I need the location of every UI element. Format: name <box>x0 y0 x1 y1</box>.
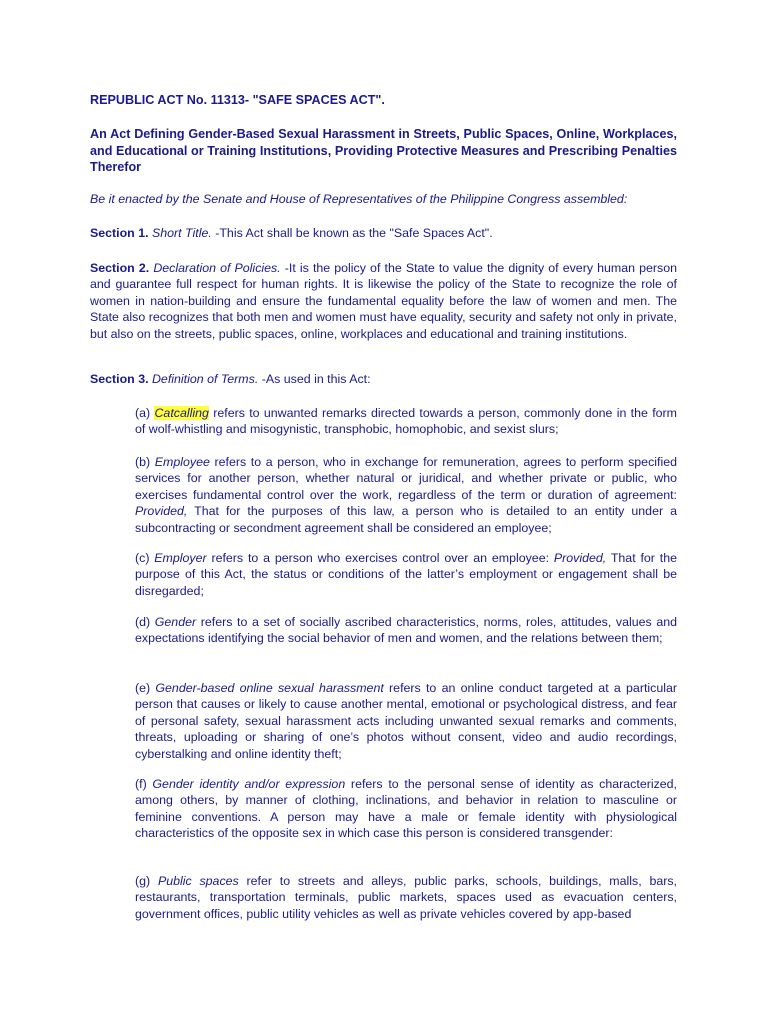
definition-term: Public spaces <box>157 874 239 888</box>
act-title: REPUBLIC ACT No. 11313- "SAFE SPACES ACT". <box>90 93 385 107</box>
definition-term: Gender-based online sexual harassment <box>155 681 384 695</box>
act-long-title: An Act Defining Gender-Based Sexual Harassment in Streets, Public Spaces, Online, Workplaces, and Educational or Training Institutions, Providing Protective Measures and Prescribing Penalties Therefor <box>90 127 677 175</box>
definition-prefix: (d) <box>135 615 155 629</box>
section-text: -This Act shall be known as the "Safe Spaces Act". <box>211 226 493 240</box>
definition-term-highlighted: Catcalling <box>154 406 209 420</box>
definition-prefix: (f) <box>135 777 153 791</box>
definition-text: refers to a set of socially ascribed characteristics, norms, roles, attitudes, values and expectations identifying the social behavior of men and women, and the relations between them; <box>135 615 677 646</box>
definition-term: Employee <box>154 455 210 469</box>
definition-prefix: (b) <box>135 455 155 469</box>
definition-text: refer to streets and alleys, public parks, schools, buildings, malls, bars, restaurants, transportation terminals, public markets, spaces used as evacuation centers, government offices, public utility vehicles as well as private vehicles covered by app-based <box>135 874 677 921</box>
definition-term: Gender identity and/or expression <box>152 777 346 791</box>
section-3 <box>90 371 677 387</box>
section-1 <box>90 225 677 241</box>
section-2 <box>90 260 677 342</box>
section-heading: Declaration of Policies. <box>153 261 281 275</box>
definition-prefix: (c) <box>135 551 155 565</box>
definition-text-continued: That for the purposes of this law, a person who is detailed to an entity under a subcontracting or secondment agreement shall be considered an employee; <box>135 504 677 535</box>
definition-prefix: (a) <box>135 406 155 420</box>
section-heading: Short Title. <box>151 226 212 240</box>
section-text: -As used in this Act: <box>258 372 371 386</box>
definition-text-continued: That for the purpose of this Act, the status or conditions of the latter’s employment or engagement shall be disregarded; <box>135 551 677 598</box>
definition-d <box>135 614 677 647</box>
definition-text: refers to unwanted remarks directed towards a person, commonly done in the form of wolf-whistling and misogynistic, transphobic, homophobic, and sexist slurs; <box>135 406 677 437</box>
definition-text: refers to the personal sense of identity as characterized, among others, by manner of clothing, inclinations, and behavior in relation to masculine or feminine conventions. A person may have a male or female identity with physiological characteristics of the opposite sex in which case this person is considered transgender: <box>135 777 678 841</box>
section-text: -It is the policy of the State to value the dignity of every human person and guarantee full respect for human rights. It is likewise the policy of the State to recognize the role of women in nation-building and ensure the fundamental equality before the law of women and men. The State also recognizes that both men and women must have equality, security and safety not only in private, but also on the streets, public spaces, online, workplaces and educational and training institutions. <box>90 261 677 341</box>
definition-text: refers to a person who exercises control over an employee: <box>206 551 554 565</box>
definition-b <box>135 454 677 536</box>
definition-text: refers to an online conduct targeted at a particular person that causes or likely to cause another mental, emotional or psychological distress, and fear of personal safety, sexual harassment acts including unwanted sexual remarks and comments, threats, uploading or sharing of one’s photos without consent, video and audio recordings, cyberstalking and online identity theft; <box>135 681 677 761</box>
enacting-clause: Be it enacted by the Senate and House of Representatives of the Philippine Congress assembled: <box>90 192 628 206</box>
definition-f <box>135 776 677 842</box>
definition-prefix: (g) <box>135 874 158 888</box>
definition-proviso: Provided, <box>553 551 607 565</box>
definition-g <box>135 873 677 922</box>
definition-text: refers to a person, who in exchange for remuneration, agrees to perform specified services for another person, whether natural or juridical, and whether private or public, who exercises fundamental control over the work, regardless of the term or duration of agreement: <box>135 455 677 502</box>
definition-e <box>135 680 677 762</box>
section-label: Section 3. <box>90 372 149 386</box>
definition-term: Gender <box>154 615 197 629</box>
definition-c <box>135 550 677 599</box>
definition-a <box>135 405 677 438</box>
section-label: Section 1. <box>90 226 149 240</box>
section-heading: Definition of Terms. <box>151 372 259 386</box>
definition-prefix: (e) <box>135 681 156 695</box>
section-label: Section 2. <box>90 261 150 275</box>
definition-term: Employer <box>154 551 207 565</box>
definition-proviso: Provided, <box>135 504 188 519</box>
